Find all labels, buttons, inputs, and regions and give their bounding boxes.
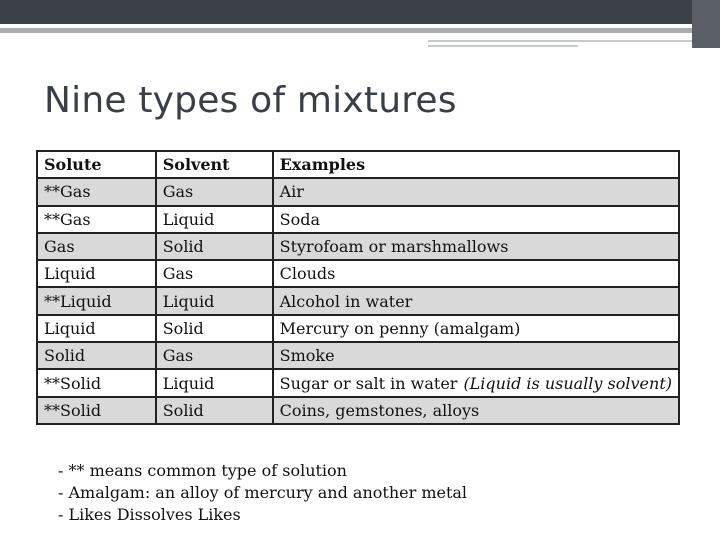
cell-solute: **Gas xyxy=(37,178,156,205)
table-row xyxy=(37,260,679,287)
top-divider-line xyxy=(0,28,692,33)
cell-example: Coins, gemstones, alloys xyxy=(273,397,679,424)
cell-example: Clouds xyxy=(273,260,679,287)
cell-solvent: Gas xyxy=(156,260,273,287)
cell-solvent: Gas xyxy=(156,178,273,205)
cell-solvent: Gas xyxy=(156,342,273,369)
top-thin-line xyxy=(428,40,692,42)
cell-solute: **Gas xyxy=(37,206,156,233)
footnote-likes-dissolve-likes: - Likes Dissolves Likes xyxy=(58,505,241,524)
top-corner-accent xyxy=(692,0,720,48)
cell-solvent: Solid xyxy=(156,315,273,342)
cell-solute: **Solid xyxy=(37,397,156,424)
cell-example xyxy=(273,369,679,396)
cell-example-text: Sugar or salt in water xyxy=(279,373,458,393)
cell-solvent: Liquid xyxy=(156,287,273,314)
header-examples: Examples xyxy=(273,151,679,178)
cell-solvent: Solid xyxy=(156,397,273,424)
slide-title: Nine types of mixtures xyxy=(44,80,457,121)
cell-solvent: Liquid xyxy=(156,206,273,233)
cell-solute: Solid xyxy=(37,342,156,369)
cell-solvent: Solid xyxy=(156,233,273,260)
cell-example-note: (Liquid is usually solvent) xyxy=(463,373,672,393)
cell-example: Soda xyxy=(273,206,679,233)
table-header-row xyxy=(37,151,679,178)
cell-solute: Gas xyxy=(37,233,156,260)
table-row xyxy=(37,233,679,260)
header-solute: Solute xyxy=(37,151,156,178)
cell-solute: **Liquid xyxy=(37,287,156,314)
footnote-common-solution: - ** means common type of solution xyxy=(58,461,347,480)
top-thin-line-short xyxy=(428,45,578,47)
cell-example: Alcohol in water xyxy=(273,287,679,314)
table-row xyxy=(37,397,679,424)
cell-example: Air xyxy=(273,178,679,205)
header-solvent: Solvent xyxy=(156,151,273,178)
footnote-amalgam: - Amalgam: an alloy of mercury and another metal xyxy=(58,483,468,502)
top-decorative-bar xyxy=(0,0,720,24)
cell-example: Mercury on penny (amalgam) xyxy=(273,315,679,342)
table-row xyxy=(37,315,679,342)
table-row xyxy=(37,369,679,396)
cell-example: Styrofoam or marshmallows xyxy=(273,233,679,260)
footnotes xyxy=(58,460,467,526)
table-row xyxy=(37,206,679,233)
cell-solute: Liquid xyxy=(37,315,156,342)
cell-solute: Liquid xyxy=(37,260,156,287)
table-row xyxy=(37,178,679,205)
cell-solvent: Liquid xyxy=(156,369,273,396)
cell-example: Smoke xyxy=(273,342,679,369)
table-row xyxy=(37,287,679,314)
cell-solute: **Solid xyxy=(37,369,156,396)
table-row xyxy=(37,342,679,369)
mixtures-table xyxy=(36,150,680,425)
